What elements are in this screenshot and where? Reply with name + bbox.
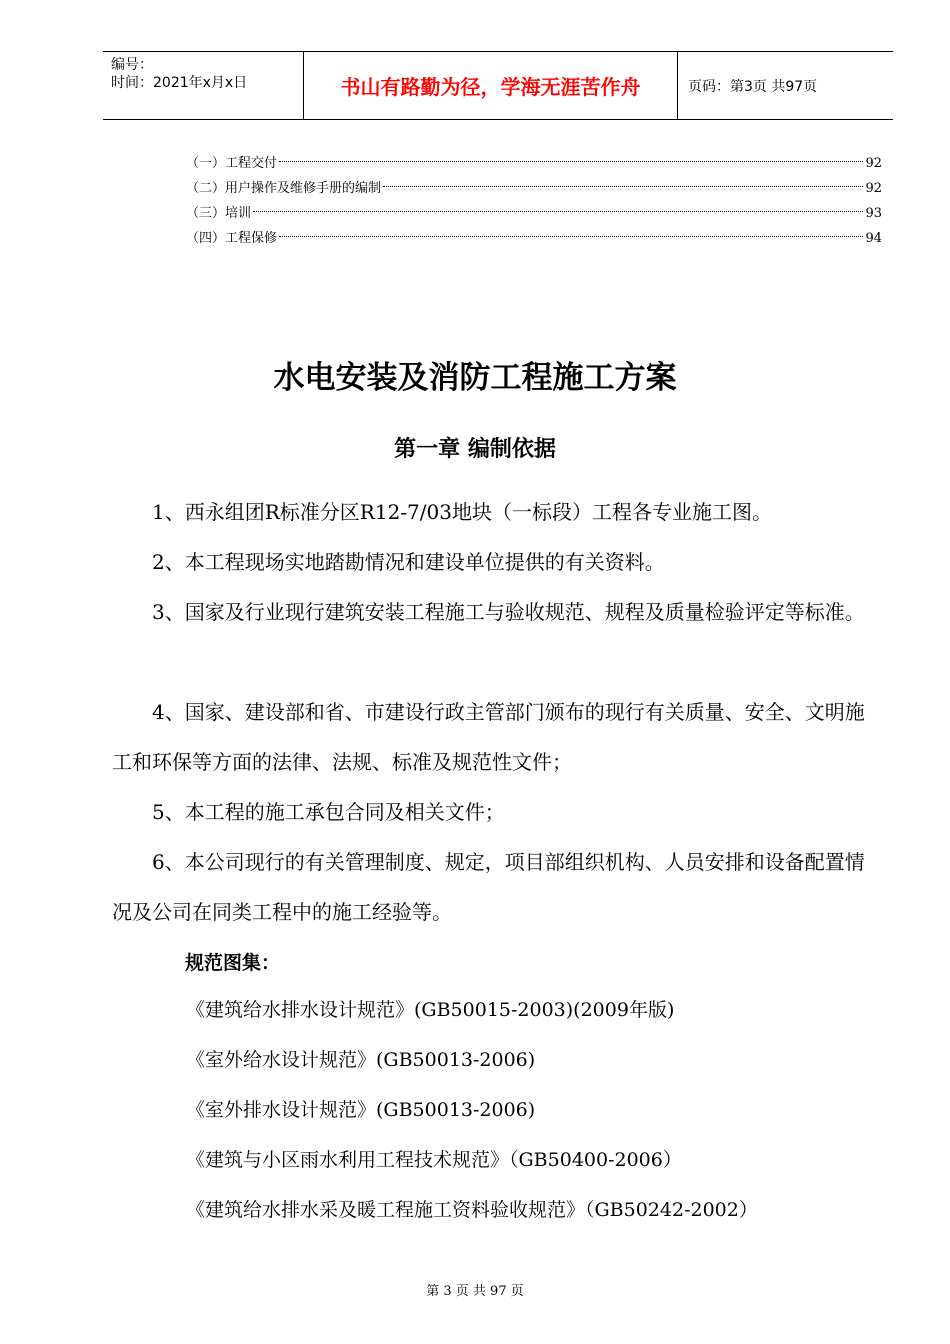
toc-leader xyxy=(253,211,863,212)
document-number-label: 编号： xyxy=(111,57,153,73)
basis-paragraph-3: 3、国家及行业现行建筑安装工程施工与验收规范、规程及质量检验评定等标准。 xyxy=(152,600,865,624)
page-footer: 第 3 页 共 97 页 xyxy=(426,1284,524,1299)
toc-entry-title: （一）工程交付 xyxy=(186,156,278,171)
header-motto: 书山有路勤为径，学海无涯苦作舟 xyxy=(304,52,678,119)
toc-entry[interactable] xyxy=(186,176,882,201)
table-of-contents xyxy=(186,151,882,251)
chapter-title: 第一章 编制依据 xyxy=(394,437,556,462)
toc-entry-page: 92 xyxy=(865,156,882,171)
toc-leader xyxy=(279,236,863,237)
basis-paragraph-5: 5、本工程的施工承包合同及相关文件； xyxy=(152,800,505,824)
basis-paragraph-4: 4、国家、建设部和省、市建设行政主管部门颁布的现行有关质量、安全、文明施工和环保等方面的法律、法规、标准及规范性文件； xyxy=(112,700,865,774)
toc-entry[interactable] xyxy=(186,226,882,251)
toc-entry[interactable] xyxy=(186,151,882,176)
reference-item: 《建筑给水排水采及暖工程施工资料验收规范》（GB50242-2002） xyxy=(186,1199,758,1221)
toc-leader xyxy=(383,186,863,187)
reference-item: 《建筑与小区雨水利用工程技术规范》（GB50400-2006） xyxy=(186,1149,682,1171)
page-header xyxy=(103,51,893,120)
references-heading: 规范图集： xyxy=(185,952,281,974)
toc-entry-page: 92 xyxy=(865,181,882,196)
basis-paragraph-2: 2、本工程现场实地踏勘情况和建设单位提供的有关资料。 xyxy=(152,550,665,574)
header-page-info: 页码：第3页 共97页 xyxy=(688,78,818,95)
toc-entry-title: （三）培训 xyxy=(186,206,252,221)
reference-item: 《室外排水设计规范》(GB50013-2006) xyxy=(186,1099,536,1121)
basis-paragraph-6: 6、本公司现行的有关管理制度、规定，项目部组织机构、人员安排和设备配置情况及公司在同类工程中的施工经验等。 xyxy=(112,850,865,924)
toc-entry-page: 94 xyxy=(865,231,882,246)
document-title: 水电安装及消防工程施工方案 xyxy=(273,360,677,396)
reference-item: 《室外给水设计规范》(GB50013-2006) xyxy=(186,1049,536,1071)
toc-entry[interactable] xyxy=(186,201,882,226)
toc-entry-title: （二）用户操作及维修手册的编制 xyxy=(186,181,382,196)
reference-item: 《建筑给水排水设计规范》(GB50015-2003)(2009年版) xyxy=(186,999,675,1021)
toc-leader xyxy=(279,161,863,162)
document-date: 时间：2021年x月x日 xyxy=(111,75,248,91)
basis-paragraph-1: 1、西永组团R标准分区R12-7/03地块（一标段）工程各专业施工图。 xyxy=(152,500,772,524)
header-meta xyxy=(103,52,304,119)
toc-entry-title: （四）工程保修 xyxy=(186,231,278,246)
toc-entry-page: 93 xyxy=(865,206,882,221)
